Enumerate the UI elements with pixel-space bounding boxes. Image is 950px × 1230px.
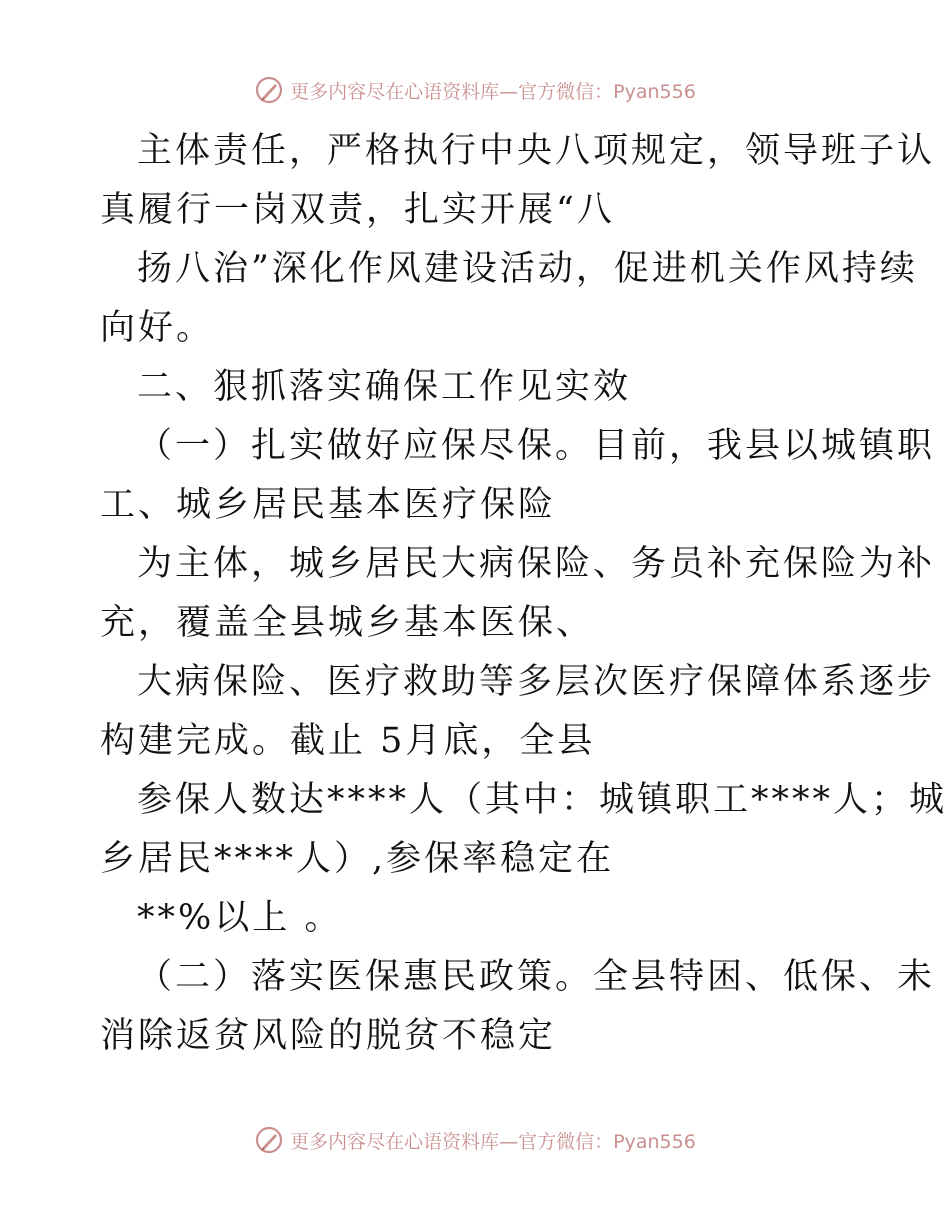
pen-logo-icon [254,75,284,105]
text-line: 主体责任，严格执行中央八项规定，领导班子认 [137,131,936,171]
text-line: 工、城乡居民基本医疗保险 [100,485,557,525]
text-line: 真履行一岗双责，扎实开展“八 [100,190,615,230]
text-line: 消除返贫风险的脱贫不稳定 [100,1016,557,1056]
pen-logo-icon [254,1125,284,1155]
text-line: （一）扎实做好应保尽保。目前，我县以城镇职 [137,426,936,466]
text-line: 大病保险、医疗救助等多层次医疗保障体系逐步 [137,662,936,702]
text-line: 构建完成。截止 5月底，全县 [100,721,596,761]
text-line: 扬八治”深化作风建设活动，促进机关作风持续 [137,249,918,289]
header-watermark [0,72,950,108]
text-line: 向好。 [100,308,215,348]
document-body [100,122,948,1066]
footer-watermark [0,1122,950,1158]
text-line: 充，覆盖全县城乡基本医保、 [100,603,595,643]
watermark-text: 更多内容尽在心语资料库—官方微信：Pyan556 [290,1130,696,1153]
text-line: （二）落实医保惠民政策。全县特困、低保、未 [137,957,936,997]
text-line: 参保人数达****人（其中：城镇职工****人；城 [137,780,948,820]
text-line: 乡居民****人）,参保率稳定在 [100,839,615,879]
watermark-text: 更多内容尽在心语资料库—官方微信：Pyan556 [290,80,696,103]
section-heading: 二、狠抓落实确保工作见实效 [137,367,632,407]
text-line: **%以上 。 [137,898,343,938]
text-line: 为主体，城乡居民大病保险、务员补充保险为补 [137,544,936,584]
